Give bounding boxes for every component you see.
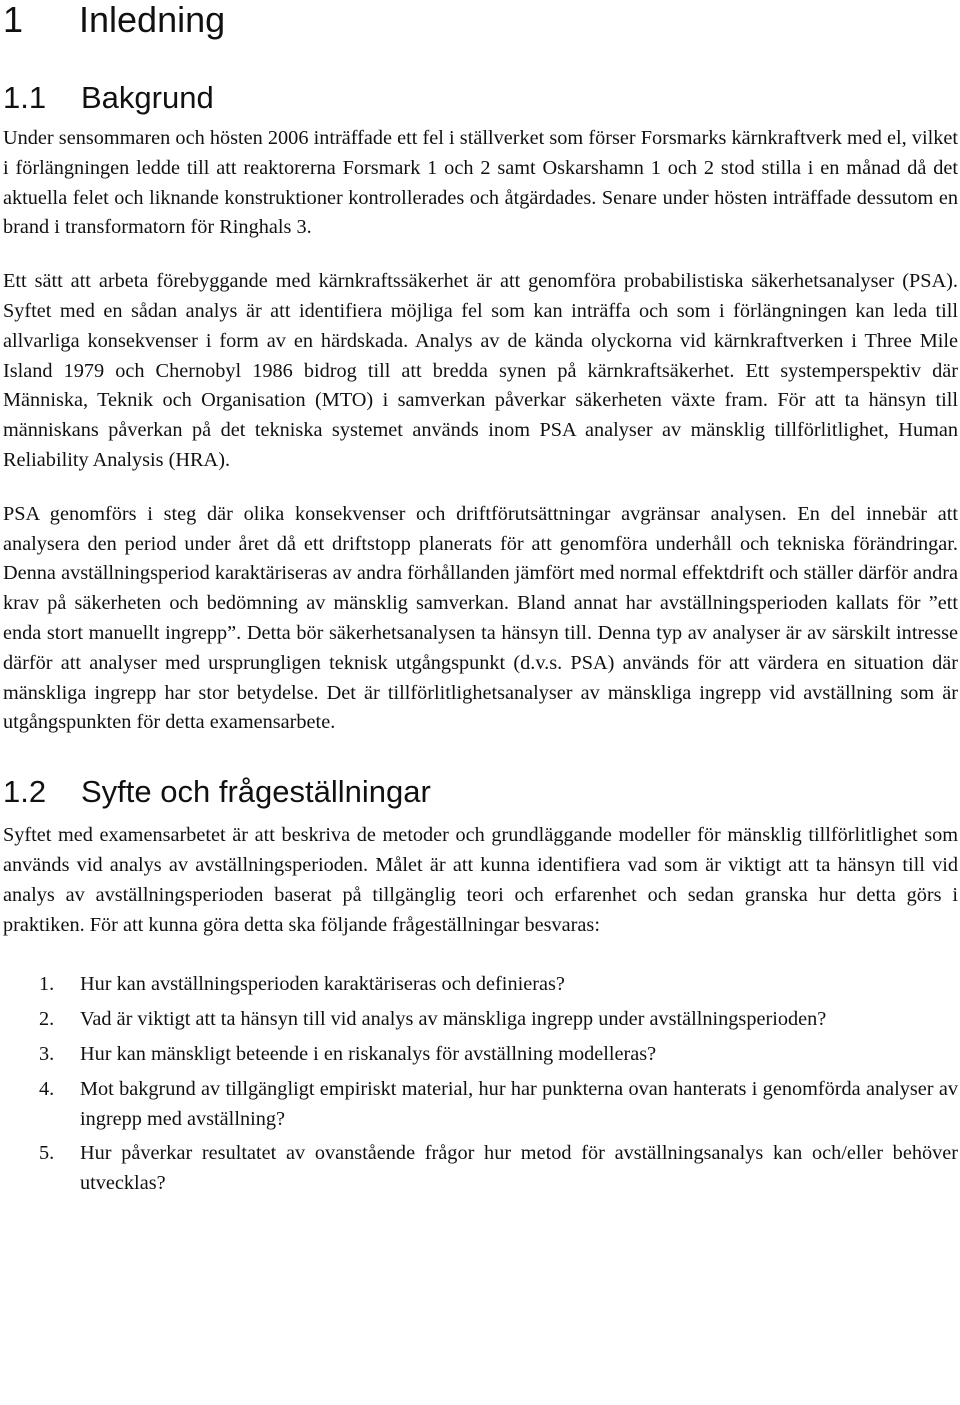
section-heading-bakgrund <box>3 80 958 124</box>
section-number: 1.2 <box>3 774 47 810</box>
list-marker: 3. <box>39 1042 55 1065</box>
section-number: 1.1 <box>3 80 47 115</box>
list-marker: 1. <box>39 973 55 996</box>
section-title: Bakgrund <box>81 80 214 115</box>
list-marker: 4. <box>39 1077 55 1100</box>
list-item <box>3 1075 958 1135</box>
paragraph-syfte-intro: Syftet med examensarbetet är att beskriva de metoder och grundläggande modeller för mänsklig tillförlitlighet som används vid analys av avställningsperioden. Målet är att kunna identifiera vad som är viktigt att ta hänsyn till vid analys av avställningsperioden baserat på tillgänglig teori och erfarenhet och sedan granska hur detta görs i praktiken. För att kunna göra detta ska följande frågeställningar besvaras: <box>3 824 958 936</box>
list-item <box>3 1139 958 1199</box>
paragraph-bakgrund-1: Under sensommaren och hösten 2006 inträffade ett fel i ställverket som förser Forsmarks kärnkraftverk med el, vilket i förlängningen ledde till att reaktorerna Forsmark 1 och 2 samt Oskarshamn 1 och 2 stod stilla i en månad då det aktuella felet och liknande konstruktioner kontrollerades och åtgärdades. Senare under hösten inträffade dessutom en brand i transformatorn för Ringhals 3. <box>3 127 958 239</box>
list-item-text: Vad är viktigt att ta hänsyn till vid analys av mänskliga ingrepp under avställningsperioden? <box>80 1008 827 1031</box>
list-item <box>3 970 958 1000</box>
list-item-text: Hur påverkar resultatet av ovanstående frågor hur metod för avställningsanalys kan och/eller behöver utvecklas? <box>80 1142 958 1195</box>
section-title: Syfte och frågeställningar <box>81 774 431 810</box>
paragraph-bakgrund-3: PSA genomförs i steg där olika konsekvenser och driftförutsättningar avgränsar analysen. En del innebär att analysera den period under året då ett driftstopp planerats för att genomföra underhåll och tekniska förändringar. Denna avställningsperiod karaktäriseras av andra förhållanden jämfört med normal effektdrift och ställer därför andra krav på säkerheten och bedömning av mänsklig samverkan. Bland annat har avställningsperioden kallats för ”ett enda stort manuellt ingrepp”. Detta bör säkerhetsanalysen ta hänsyn till. Denna typ av analyser är av särskilt intresse därför att analyser med ursprungligen teknisk utgångspunkt (d.v.s. PSA) används för att värdera en situation där mänskliga ingrepp har stor betydelse. Det är tillförlitlighetsanalyser av mänskliga ingrepp vid avställning som är utgångspunkten för detta examensarbete. <box>3 502 958 734</box>
list-item-text: Hur kan avställningsperioden karaktäriseras och definieras? <box>80 973 565 996</box>
list-marker: 5. <box>39 1142 55 1165</box>
paragraph-bakgrund-2: Ett sätt att arbeta förebyggande med kärnkraftssäkerhet är att genomföra probabilistiska säkerhetsanalyser (PSA). Syftet med en sådan analys är att identifiera möjliga fel som kan inträffa och som i förlängningen kan leda till allvarliga konsekvenser i form av en härdskada. Analys av de kända olyckorna vid kärnkraftverken i Three Mile Island 1979 och Chernobyl 1986 bidrog till att bredda synen på kärnkraftsäkerhet. Ett systemperspektiv där Människa, Teknik och Organisation (MTO) i samverkan påverkar säkerheten växte fram. För att ta hänsyn till människans påverkan på det tekniska systemet används inom PSA analyser av mänsklig tillförlitlighet, Human Reliability Analysis (HRA). <box>3 270 958 471</box>
chapter-heading <box>3 0 958 48</box>
chapter-number: 1 <box>3 0 24 40</box>
list-item <box>3 1005 958 1035</box>
list-item-text: Hur kan mänskligt beteende i en riskanalys för avställning modelleras? <box>80 1042 657 1065</box>
list-marker: 2. <box>39 1008 55 1031</box>
section-heading-syfte <box>3 774 958 821</box>
list-item-text: Mot bakgrund av tillgängligt empiriskt material, hur har punkterna ovan hanterats i genomförda analyser av ingrepp med avställning? <box>80 1077 958 1130</box>
question-list <box>3 970 958 1199</box>
list-item <box>3 1040 958 1070</box>
chapter-title: Inledning <box>79 0 226 40</box>
